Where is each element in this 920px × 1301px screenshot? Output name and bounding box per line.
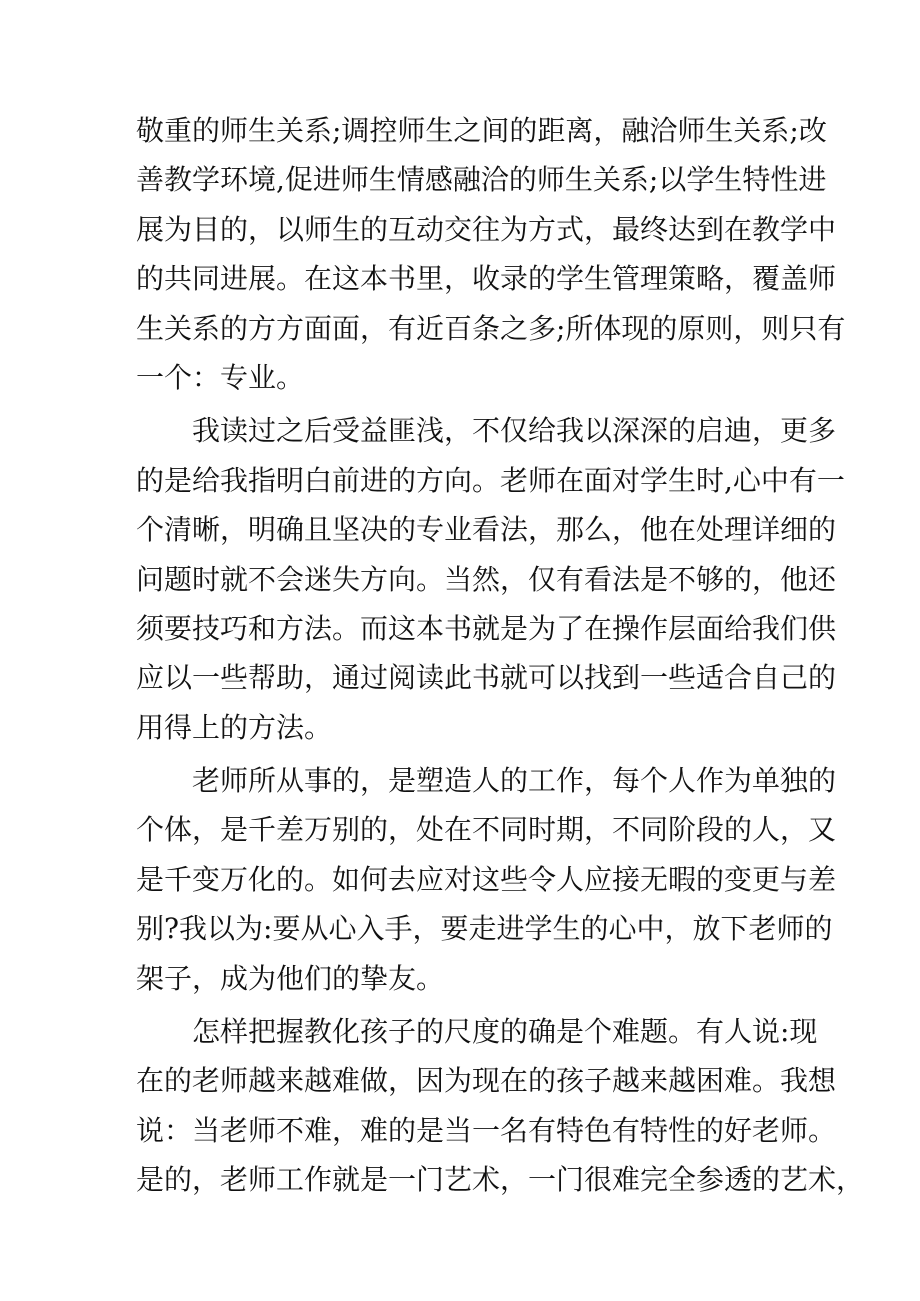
text-line: 老师所从事的，是塑造人的工作，每个人作为单独的 (192, 764, 837, 798)
text-line: 怎样把握教化孩子的尺度的确是个难题。有人说:现 (192, 1015, 818, 1049)
paragraph (136, 756, 837, 1003)
text-line: 须要技巧和方法。而这本书就是为了在操作层面给我们供 (136, 611, 837, 645)
text-line: 问题时就不会迷失方向。当然，仅有看法是不够的，他还 (136, 562, 837, 596)
document-body (136, 106, 865, 1205)
text-line: 的是给我指明白前进的方向。老师在面对学生时,心中有一 (136, 463, 845, 497)
text-line: 生关系的方方面面，有近百条之多;所体现的原则，则只有 (136, 311, 846, 345)
text-line: 的共同进展。在这本书里，收录的学生管理策略，覆盖师 (136, 262, 837, 296)
paragraph (136, 1007, 865, 1205)
text-line: 一个：专业。 (136, 360, 305, 394)
text-line: 在的老师越来越难做，因为现在的孩子越来越困难。我想 (136, 1064, 837, 1098)
text-line: 善教学环境,促进师生情感融洽的师生关系;以学生特性进 (136, 163, 827, 197)
text-line: 敬重的师生关系;调控师生之间的距离，融洽师生关系;改 (136, 114, 827, 147)
text-line: 应以一些帮助，通过阅读此书就可以找到一些适合自己的 (136, 661, 837, 695)
text-line: 是千变万化的。如何去应对这些令人应接无暇的变更与差 (136, 862, 837, 896)
text-line: 说：当老师不难，难的是当一名有特色有特性的好老师。 (136, 1113, 837, 1147)
text-line: 架子，成为他们的挚友。 (136, 961, 445, 995)
text-line: 是的，老师工作就是一门艺术，一门很难完全参透的艺术， (136, 1163, 865, 1197)
text-line: 用得上的方法。 (136, 710, 333, 744)
text-line: 展为目的，以师生的互动交往为方式，最终达到在教学中 (136, 212, 837, 246)
text-line: 个体，是千差万别的，处在不同时期，不同阶段的人，又 (136, 813, 837, 847)
paragraph (136, 106, 846, 402)
paragraph (136, 406, 845, 752)
text-line: 个清晰，明确且坚决的专业看法，那么，他在处理详细的 (136, 513, 837, 547)
text-line: 别?我以为:要从心入手，要走进学生的心中，放下老师的 (136, 912, 833, 946)
text-line: 我读过之后受益匪浅，不仅给我以深深的启迪，更多 (192, 414, 837, 448)
